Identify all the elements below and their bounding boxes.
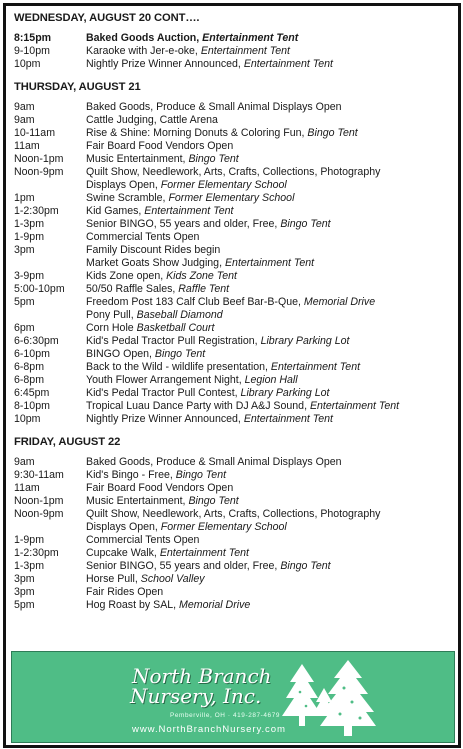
event-title: Senior BINGO, 55 years and older, Free, [86, 218, 278, 230]
event-time: 3pm [14, 244, 35, 256]
event-title: Kid Games, [86, 205, 142, 217]
event-location: Bingo Tent [280, 560, 331, 572]
event-title: Kid's Bingo - Free, [86, 469, 173, 481]
schedule-row [14, 179, 454, 192]
schedule-row [14, 127, 454, 140]
schedule-row [14, 322, 454, 335]
schedule-row [14, 456, 454, 469]
event-title: Quilt Show, Needlework, Arts, Crafts, Collections, Photography [86, 166, 381, 178]
event-description [86, 257, 454, 270]
event-time: 1-9pm [14, 231, 45, 243]
event-time: 6-10pm [14, 348, 50, 360]
event-title: Cupcake Walk, [86, 547, 157, 559]
event-description [86, 296, 454, 309]
event-title: Commercial Tents Open [86, 231, 200, 243]
event-location: Entertainment Tent [224, 257, 315, 269]
event-description [86, 361, 454, 374]
event-description [86, 140, 454, 153]
event-location: Bingo Tent [188, 153, 239, 165]
event-description [86, 153, 454, 166]
event-description [86, 400, 454, 413]
event-title: Nightly Prize Winner Announced, [86, 413, 241, 425]
schedule-content [14, 12, 454, 612]
event-title: Displays Open, [86, 521, 158, 533]
event-location: Entertainment Tent [309, 400, 400, 412]
event-title: Youth Flower Arrangement Night, [86, 374, 242, 386]
event-description [86, 495, 454, 508]
event-description [86, 127, 454, 140]
schedule-row [14, 32, 454, 45]
event-description [86, 456, 454, 469]
schedule-row [14, 495, 454, 508]
event-time: 10pm [14, 413, 41, 425]
event-description [86, 179, 454, 192]
schedule-row [14, 508, 454, 521]
event-title: Baked Goods Auction, [86, 32, 200, 44]
event-location: Former Elementary School [160, 179, 287, 191]
schedule-row [14, 400, 454, 413]
schedule-row [14, 192, 454, 205]
section-heading: THURSDAY, AUGUST 21 [14, 81, 141, 93]
schedule-row [14, 599, 454, 612]
event-location: Entertainment Tent [200, 45, 290, 57]
event-time: 6pm [14, 322, 35, 334]
schedule-row [14, 361, 454, 374]
schedule-row [14, 231, 454, 244]
event-time: Noon-9pm [14, 166, 64, 178]
event-time: 9am [14, 114, 35, 126]
event-location: Entertainment Tent [243, 58, 333, 70]
event-location: Memorial Drive [303, 296, 376, 308]
event-location: Kids Zone Tent [166, 270, 237, 282]
event-title: Horse Pull, [86, 573, 138, 585]
event-time [14, 179, 86, 192]
event-time: 6-6:30pm [14, 335, 59, 347]
event-location: Bingo Tent [175, 469, 227, 481]
event-time: Noon-1pm [14, 153, 64, 165]
event-description [86, 231, 454, 244]
schedule-row [14, 521, 454, 534]
event-title: Displays Open, [86, 179, 158, 191]
event-description [86, 482, 454, 495]
event-time: 8:15pm [14, 32, 52, 44]
event-location: Baseball Diamond [136, 309, 223, 321]
event-description [86, 101, 454, 114]
event-location: Bingo Tent [154, 348, 206, 360]
event-title: Pony Pull, [86, 309, 134, 321]
event-time: 6-8pm [14, 374, 45, 386]
event-description [86, 192, 454, 205]
event-description [86, 32, 454, 45]
schedule-frame [3, 3, 461, 748]
event-title: Rise & Shine: Morning Donuts & Coloring Fun, [86, 127, 305, 139]
event-title: Fair Rides Open [86, 586, 164, 598]
event-time: 9:30-11am [14, 469, 64, 481]
event-time: 3-9pm [14, 270, 45, 282]
event-time: 10-11am [14, 127, 56, 139]
event-time: 10pm [14, 58, 41, 70]
event-description [86, 45, 454, 58]
event-title: Quilt Show, Needlework, Arts, Crafts, Collections, Photography [86, 508, 381, 520]
event-title: Back to the Wild - wildlife presentation, [86, 361, 268, 373]
schedule-row [14, 482, 454, 495]
event-time: 3pm [14, 586, 35, 598]
event-time: 6:45pm [14, 387, 50, 399]
schedule-row [14, 153, 454, 166]
event-location: Library Parking Lot [260, 335, 350, 347]
schedule-row [14, 101, 454, 114]
schedule-row [14, 244, 454, 257]
schedule-row [14, 166, 454, 179]
sponsor-name-line2: Nursery, Inc. [130, 684, 262, 708]
event-time: 11am [14, 140, 40, 152]
schedule-row [14, 560, 454, 573]
schedule-row [14, 573, 454, 586]
event-location: Bingo Tent [280, 218, 331, 230]
event-description [86, 413, 454, 426]
event-title: Senior BINGO, 55 years and older, Free, [86, 560, 278, 572]
schedule-row [14, 348, 454, 361]
event-description [86, 322, 454, 335]
sponsor-location: Pemberville, OH · 419-287-4679 [170, 712, 280, 719]
event-time: 9am [14, 101, 35, 113]
schedule-row [14, 270, 454, 283]
schedule-row [14, 335, 454, 348]
schedule-row [14, 205, 454, 218]
event-time: 9am [14, 456, 35, 468]
event-time: 1-2:30pm [14, 205, 59, 217]
event-title: Nightly Prize Winner Announced, [86, 58, 241, 70]
event-description [86, 508, 454, 521]
event-title: 50/50 Raffle Sales, [86, 283, 176, 295]
schedule-row [14, 534, 454, 547]
event-title: Hog Roast by SAL, [86, 599, 177, 611]
sponsor-name-line1: North Branch [132, 664, 272, 688]
event-time: 1-3pm [14, 560, 45, 572]
event-description [86, 534, 454, 547]
event-location: Basketball Court [136, 322, 215, 334]
event-description [86, 166, 454, 179]
event-description [86, 374, 454, 387]
event-time: 11am [14, 482, 40, 494]
event-title: Corn Hole [86, 322, 134, 334]
event-description [86, 573, 454, 586]
event-time [14, 521, 86, 534]
event-location: Entertainment Tent [159, 547, 249, 559]
event-title: Cattle Judging, Cattle Arena [86, 114, 218, 126]
event-location: Memorial Drive [179, 599, 251, 611]
event-title: Swine Scramble, [86, 192, 166, 204]
event-title: Music Entertainment, [86, 495, 186, 507]
event-time: 1-2:30pm [14, 547, 59, 559]
schedule-row [14, 218, 454, 231]
schedule-row [14, 140, 454, 153]
event-time: 6-8pm [14, 361, 45, 373]
event-time: 1-3pm [14, 218, 45, 230]
event-description [86, 218, 454, 231]
schedule-row [14, 309, 454, 322]
event-title: Baked Goods, Produce & Small Animal Displays Open [86, 456, 342, 468]
event-location: Legion Hall [244, 374, 298, 386]
event-location: Entertainment Tent [243, 413, 333, 425]
event-time: 1-9pm [14, 534, 45, 546]
event-location: Raffle Tent [178, 283, 230, 295]
event-location: Former Elementary School [168, 192, 295, 204]
event-description [86, 205, 454, 218]
event-location: Bingo Tent [307, 127, 358, 139]
schedule-row [14, 114, 454, 127]
event-description [86, 387, 454, 400]
schedule-row [14, 374, 454, 387]
event-title: Karaoke with Jer-e-oke, [86, 45, 198, 57]
event-description [86, 283, 454, 296]
schedule-row [14, 58, 454, 71]
event-time: 5pm [14, 296, 35, 308]
event-description [86, 270, 454, 283]
event-title: Kid's Pedal Tractor Pull Contest, [86, 387, 238, 399]
event-title: BINGO Open, [86, 348, 152, 360]
event-time: Noon-9pm [14, 508, 64, 520]
section-heading: WEDNESDAY, AUGUST 20 CONT…. [14, 12, 200, 24]
event-description [86, 244, 454, 257]
event-title: Fair Board Food Vendors Open [86, 140, 234, 152]
schedule-row [14, 586, 454, 599]
schedule-row [14, 257, 454, 270]
event-title: Music Entertainment, [86, 153, 186, 165]
event-time [14, 257, 86, 270]
schedule-row [14, 387, 454, 400]
schedule-row [14, 283, 454, 296]
event-location: Former Elementary School [160, 521, 287, 533]
schedule-row [14, 296, 454, 309]
event-time: 5:00-10pm [14, 283, 65, 295]
event-location: Entertainment Tent [202, 32, 299, 44]
event-description [86, 58, 454, 71]
event-title: Kid's Pedal Tractor Pull Registration, [86, 335, 258, 347]
event-description [86, 469, 454, 482]
event-description [86, 114, 454, 127]
event-description [86, 586, 454, 599]
event-location: Bingo Tent [188, 495, 239, 507]
event-description [86, 309, 454, 322]
event-description [86, 335, 454, 348]
event-description [86, 547, 454, 560]
event-time: 5pm [14, 599, 35, 611]
event-title: Market Goats Show Judging, [86, 257, 223, 269]
sponsor-url: www.NorthBranchNursery.com [132, 724, 286, 735]
event-location: Entertainment Tent [144, 205, 234, 217]
schedule-row [14, 413, 454, 426]
event-description [86, 521, 454, 534]
event-title: Tropical Luau Dance Party with DJ A&J Sound, [86, 400, 308, 412]
event-title: Baked Goods, Produce & Small Animal Displays Open [86, 101, 342, 113]
event-time: Noon-1pm [14, 495, 64, 507]
sponsor-ad [11, 651, 455, 743]
event-time: 9-10pm [14, 45, 50, 57]
event-location: Entertainment Tent [270, 361, 361, 373]
event-time: 1pm [14, 192, 35, 204]
schedule-row [14, 469, 454, 482]
schedule-row [14, 45, 454, 58]
event-title: Kids Zone open, [86, 270, 164, 282]
event-time: 8-10pm [14, 400, 50, 412]
event-description [86, 348, 454, 361]
event-title: Family Discount Rides begin [86, 244, 221, 256]
schedule-row [14, 547, 454, 560]
event-time: 3pm [14, 573, 35, 585]
event-title: Commercial Tents Open [86, 534, 200, 546]
event-description [86, 560, 454, 573]
event-location: School Valley [140, 573, 205, 585]
event-time [14, 309, 86, 322]
event-title: Fair Board Food Vendors Open [86, 482, 234, 494]
section-heading: FRIDAY, AUGUST 22 [14, 436, 121, 448]
pine-trees-icon [280, 658, 390, 738]
event-location: Library Parking Lot [240, 387, 330, 399]
event-description [86, 599, 454, 612]
event-title: Freedom Post 183 Calf Club Beef Bar-B-Que, [86, 296, 301, 308]
